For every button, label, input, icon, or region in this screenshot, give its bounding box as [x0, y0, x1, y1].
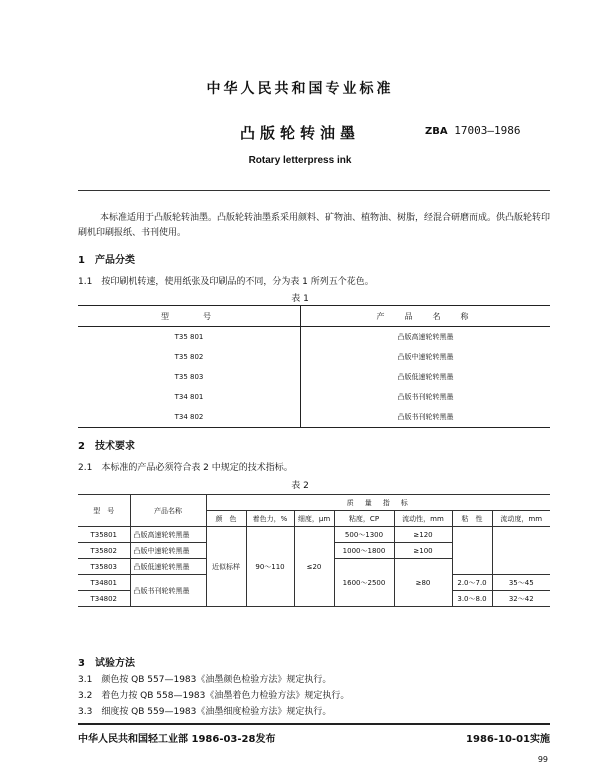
table-2-header-viscosity: 粘度，CP [334, 511, 394, 527]
standard-code-number: 17003—1986 [454, 124, 521, 137]
section-3-heading: 3 试验方法 [78, 658, 135, 669]
table-cell: T35 801 [78, 327, 301, 348]
table-cell: 凸版中速轮转黑墨 [130, 543, 206, 559]
table-1-header-name: 产 品 名 称 [301, 306, 551, 327]
table-cell: 35～45 [492, 575, 550, 591]
section-1-heading: 1 产品分类 [78, 255, 135, 266]
table-cell: 凸版高速轮转黑墨 [397, 333, 454, 341]
table-cell: T35803 [78, 559, 130, 575]
table-cell: T35801 [78, 527, 130, 543]
table-cell: T35802 [78, 543, 130, 559]
table-cell: T34801 [78, 575, 130, 591]
table-2-header-model: 型 号 [78, 495, 130, 527]
english-title: Rotary letterpress ink [248, 155, 352, 166]
table-2-header-fluidity: 流动性，mm [394, 511, 452, 527]
table-cell: 500～1300 [334, 527, 394, 543]
table-cell: ≥80 [394, 559, 452, 607]
table-cell: 2.0～7.0 [452, 575, 492, 591]
issue-date: 中华人民共和国轻工业部 1986-03-28发布 [78, 734, 276, 745]
table-2-header-name: 产品名称 [130, 495, 206, 527]
table-cell: 1600～2500 [334, 559, 394, 607]
table-2-header-quality: 质 量 指 标 [206, 495, 550, 511]
table-2-header-fineness: 细度，μm [294, 511, 334, 527]
header-rule [78, 190, 550, 191]
table-cell: T34802 [78, 591, 130, 607]
table-cell: 3.0～8.0 [452, 591, 492, 607]
table-1 [78, 305, 550, 428]
table-2 [78, 494, 550, 607]
table-cell: 近似标样 [206, 527, 246, 607]
table-row [78, 387, 550, 407]
table-cell: 凸版书刊轮转黑墨 [397, 413, 454, 421]
standard-code-prefix: ZBA [425, 126, 448, 137]
table-cell: 凸版低速轮转黑墨 [130, 559, 206, 575]
table-cell: 凸版中速轮转黑墨 [397, 353, 454, 361]
table-cell: ≤20 [294, 527, 334, 607]
table-cell: T35 802 [78, 347, 301, 367]
clause-3-2: 3.2 着色力按 QB 558—1983《油墨着色力检验方法》规定执行。 [78, 691, 350, 701]
table-cell: 凸版低速轮转黑墨 [397, 373, 454, 381]
table-2-caption: 表 2 [291, 481, 309, 491]
table-row [78, 367, 550, 387]
table-cell: 1000～1800 [334, 543, 394, 559]
table-cell: ≥100 [394, 543, 452, 559]
clause-2-1: 2.1 本标准的产品必须符合表 2 中规定的技术指标。 [78, 463, 293, 473]
effective-date: 1986-10-01实施 [466, 734, 550, 745]
section-2-heading: 2 技术要求 [78, 441, 135, 452]
footer-rule [78, 723, 550, 725]
table-cell: 凸版书刊轮转黑墨 [397, 393, 454, 401]
table-cell: ≥120 [394, 527, 452, 543]
table-1-caption: 表 1 [291, 294, 309, 304]
clause-3-1: 3.1 颜色按 QB 557—1983《油墨颜色检验方法》规定执行。 [78, 675, 332, 685]
table-2-header-color: 颜 色 [206, 511, 246, 527]
intro-paragraph: 本标准适用于凸版轮转油墨。凸版轮转油墨系采用颜料、矿物油、植物油、树脂，经混合研磨而成。供凸版轮转印刷机印刷报纸、书刊使用。 [78, 213, 551, 238]
table-cell [452, 527, 492, 575]
table-cell: T34 801 [78, 387, 301, 407]
table-1-header-model: 型 号 [78, 306, 301, 327]
table-row [78, 347, 550, 367]
table-cell: T35 803 [78, 367, 301, 387]
table-cell [492, 527, 550, 575]
table-cell: 32～42 [492, 591, 550, 607]
clause-1-1: 1.1 按印刷机转速，使用纸张及印刷品的不同，分为表 1 所列五个花色。 [78, 277, 374, 287]
table-row [78, 407, 550, 428]
table-2-header-tint: 着色力，% [246, 511, 294, 527]
table-cell: 凸版书刊轮转黑墨 [130, 575, 206, 607]
table-2-header-tack: 粘 性 [452, 511, 492, 527]
clause-3-3: 3.3 细度按 QB 559—1983《油墨细度检验方法》规定执行。 [78, 707, 332, 717]
table-2-header-flow: 流动度，mm [492, 511, 550, 527]
table-cell: 90～110 [246, 527, 294, 607]
table-cell: 凸版高速轮转黑墨 [130, 527, 206, 543]
page-number: 99 [537, 755, 548, 764]
standard-code [425, 124, 520, 137]
table-row [78, 527, 550, 543]
table-cell: T34 802 [78, 407, 301, 428]
table-row [78, 327, 550, 348]
document-title: 凸版轮转油墨 [239, 124, 360, 142]
issuing-authority: 中华人民共和国专业标准 [206, 81, 394, 97]
